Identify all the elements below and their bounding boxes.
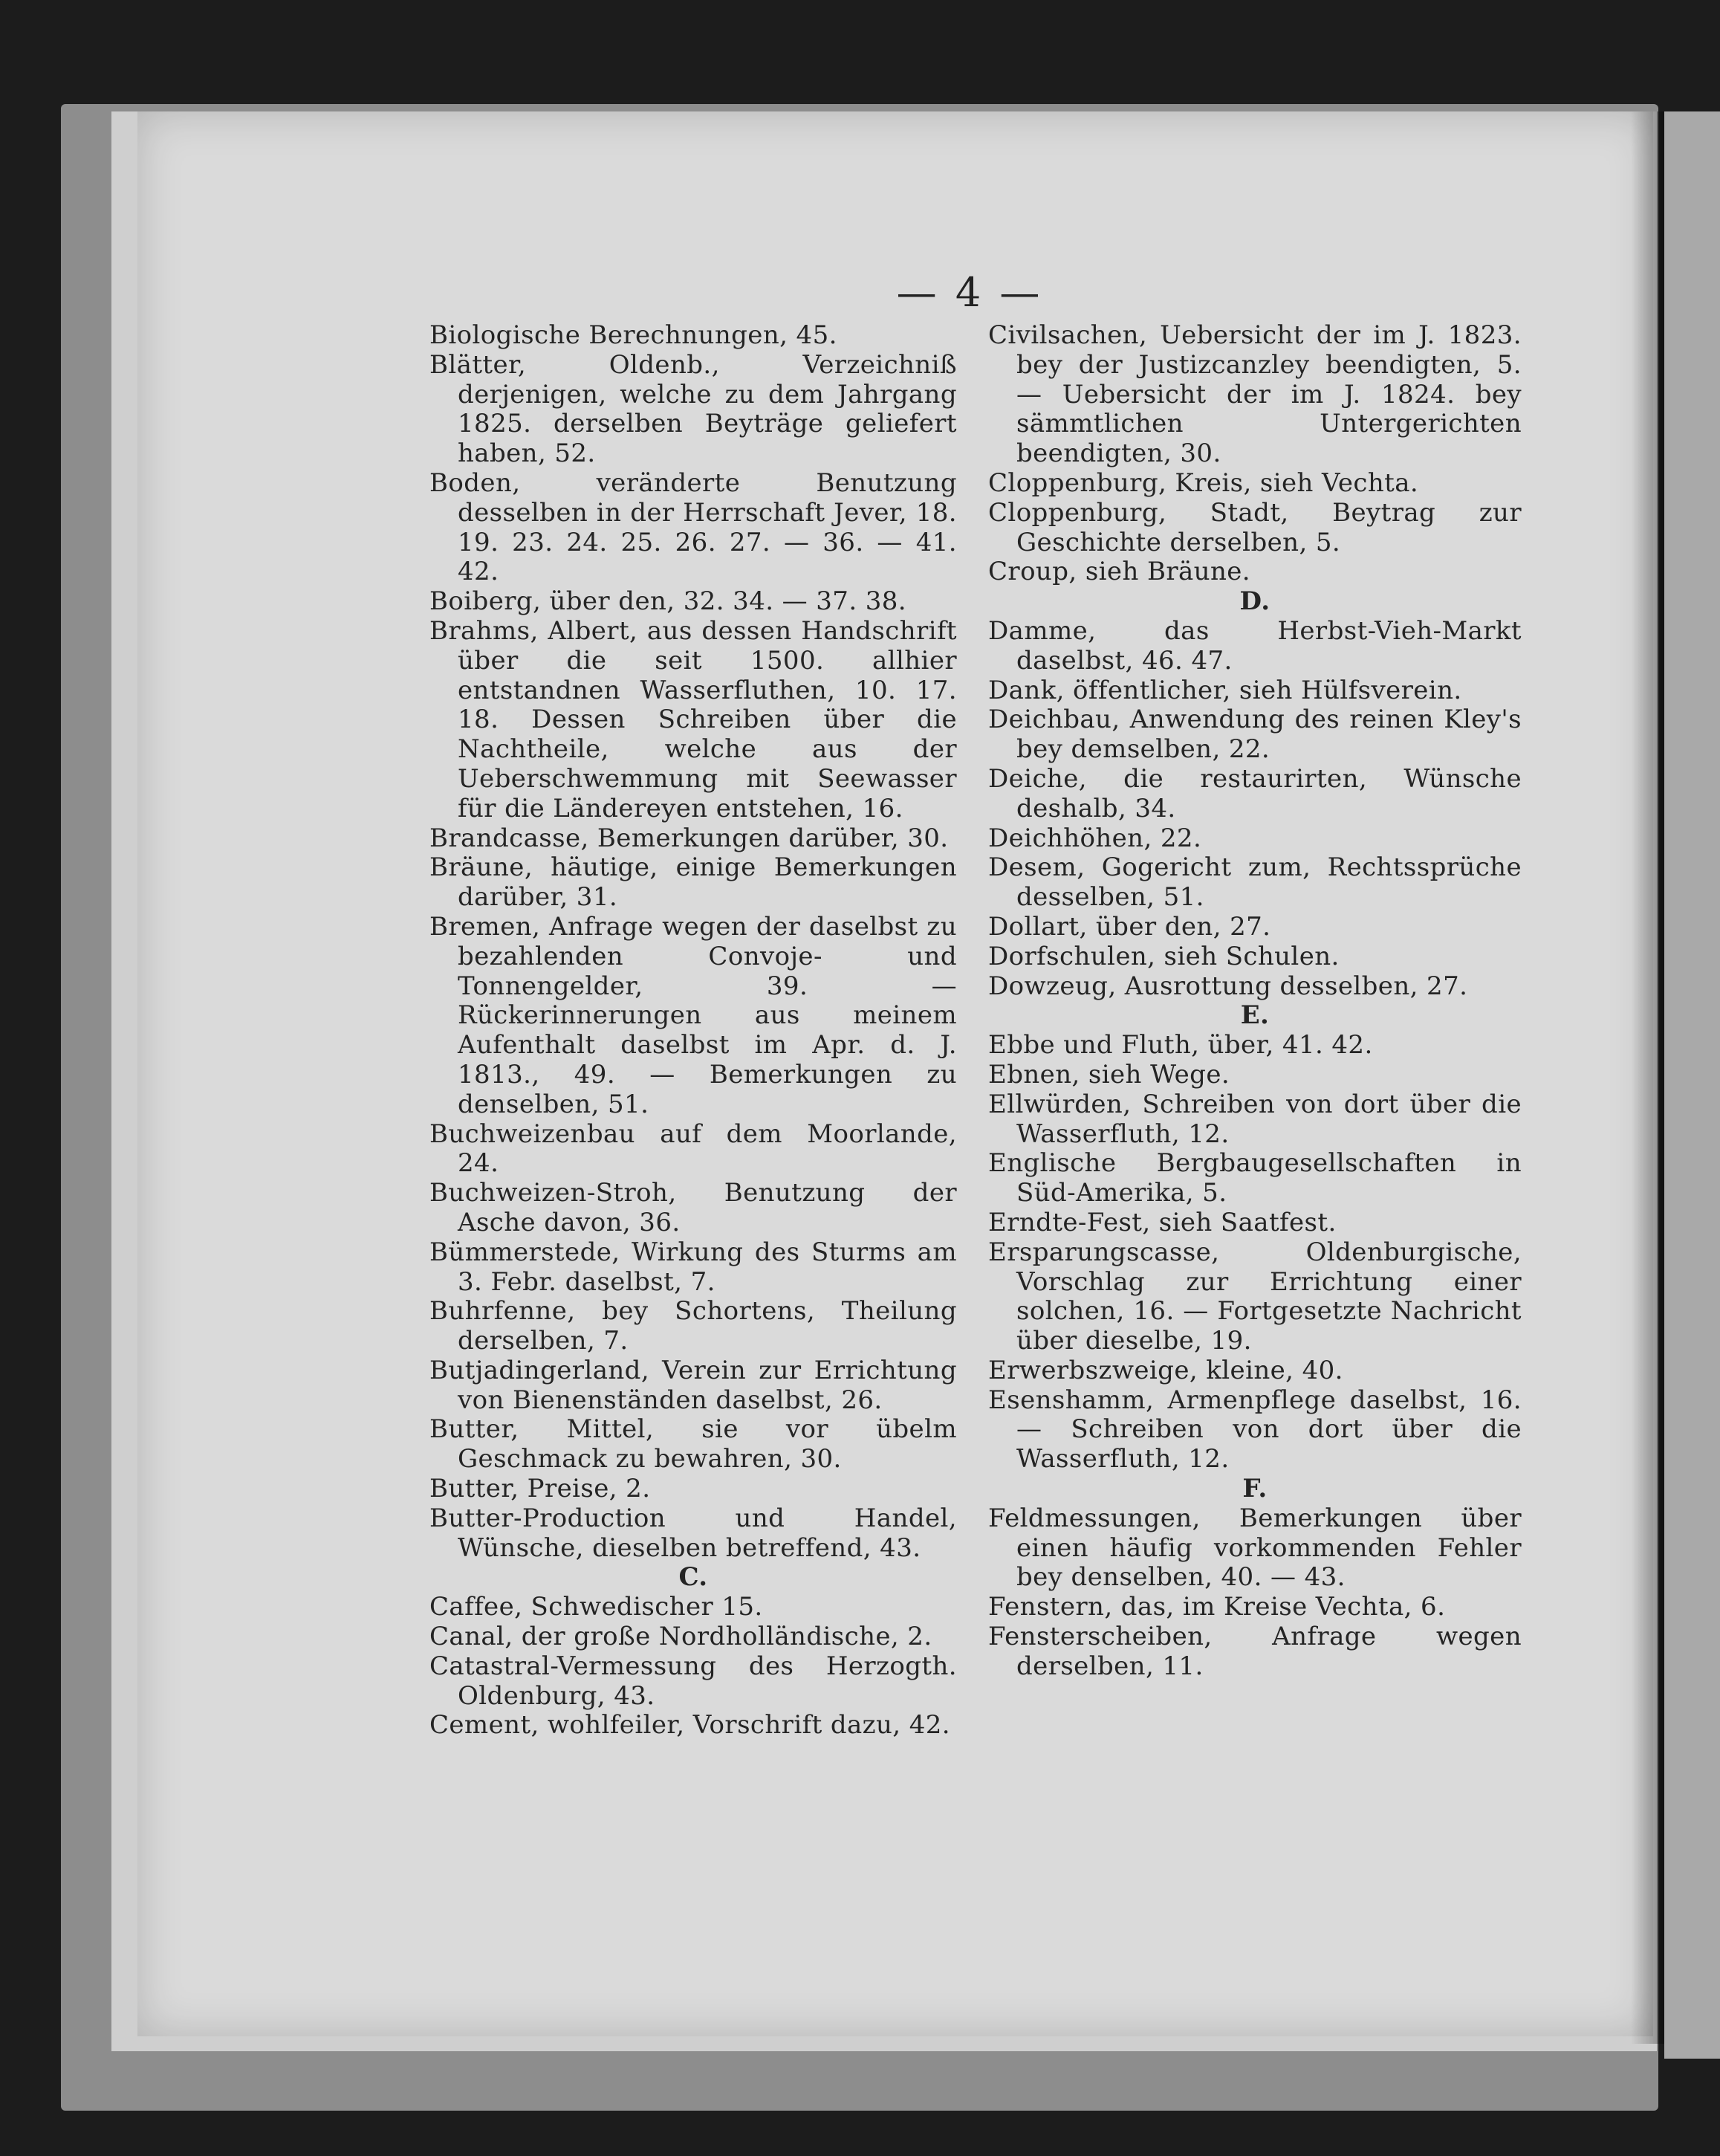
- index-entry: Dank, öffentlicher, sieh Hülfsverein.: [988, 675, 1462, 705]
- index-entry: Erwerbszweige, kleine, 40.: [988, 1355, 1343, 1385]
- index-entry: Cloppenburg, Kreis, sieh Vechta.: [988, 467, 1419, 498]
- spine-shadow: [1631, 111, 1664, 2044]
- index-entry: Catastral-Vermessung des Herzogth. Oldenburg, 43.: [429, 1651, 957, 1711]
- index-entry: Butter-Production und Handel, Wünsche, dieselben betreffend, 43.: [429, 1503, 957, 1563]
- index-entry: Caffee, Schwedischer 15.: [429, 1592, 763, 1622]
- index-entry: Civilsachen, Uebersicht der im J. 1823. bey der Justizcanzley beendigten, 5. — Uebersicht der im J. 1824. bey sämmtlichen Untergerichten beendigten, 30.: [988, 320, 1522, 469]
- section-letter-heading: F.: [1242, 1474, 1268, 1504]
- index-entry: Deichbau, Anwendung des reinen Kley's bey demselben, 22.: [988, 705, 1522, 765]
- index-entry: Bräune, häutige, einige Bemerkungen darüber, 31.: [429, 852, 957, 913]
- index-entry: Butter, Mittel, sie vor übelm Geschmack zu bewahren, 30.: [429, 1414, 957, 1474]
- section-letter-heading: D.: [1239, 586, 1270, 617]
- index-entry: Bümmerstede, Wirkung des Sturms am 3. Febr. daselbst, 7.: [429, 1237, 957, 1297]
- index-entry: Damme, das Herbst-Vieh-Markt daselbst, 46. 47.: [988, 615, 1522, 676]
- index-entry: Erndte-Fest, sieh Saatfest.: [988, 1207, 1337, 1237]
- index-entry: Ersparungscasse, Oldenburgische, Vorschlag zur Errichtung einer solchen, 16. — Fortgesetzte Nachricht über dieselbe, 19.: [988, 1237, 1522, 1356]
- index-entry: Dollart, über den, 27.: [988, 911, 1271, 942]
- index-entry: Buchweizenbau auf dem Moorlande, 24.: [429, 1119, 957, 1179]
- index-entry: Buhrfenne, bey Schortens, Theilung derselben, 7.: [429, 1296, 957, 1356]
- index-entry: Ebbe und Fluth, über, 41. 42.: [988, 1030, 1373, 1061]
- index-entry: Blätter, Oldenb., Verzeichniß derjenigen, welche zu dem Jahrgang 1825. derselben Beyträge geliefert haben, 52.: [429, 349, 957, 469]
- index-entry: Boden, veränderte Benutzung desselben in der Herrschaft Jever, 18. 19. 23. 24. 25. 26. 27. — 36. — 41. 42.: [429, 467, 957, 587]
- index-entry: Cloppenburg, Stadt, Beytrag zur Geschichte derselben, 5.: [988, 497, 1522, 557]
- index-entry: Boiberg, über den, 32. 34. — 37. 38.: [429, 586, 907, 617]
- index-entry: Esenshamm, Armenpflege daselbst, 16. — Schreiben von dort über die Wasserfluth, 12.: [988, 1385, 1522, 1474]
- index-entry: Deiche, die restaurirten, Wünsche deshalb, 34.: [988, 763, 1522, 823]
- page-number: — 4 —: [896, 269, 1043, 316]
- index-entry: Dorfschulen, sieh Schulen.: [988, 941, 1340, 971]
- index-column-left: [429, 321, 957, 1741]
- index-entry: Fenstern, das, im Kreise Vechta, 6.: [988, 1592, 1446, 1622]
- index-entry: Ebnen, sieh Wege.: [988, 1059, 1230, 1090]
- index-entry: Deichhöhen, 22.: [988, 823, 1202, 853]
- index-entry: Feldmessungen, Bemerkungen über einen häufig vorkommenden Fehler bey denselben, 40. — 43.: [988, 1503, 1522, 1593]
- index-entry: Brandcasse, Bemerkungen darüber, 30.: [429, 823, 949, 853]
- section-letter-heading: E.: [1240, 1000, 1270, 1031]
- index-entry: Cement, wohlfeiler, Vorschrift dazu, 42.: [429, 1710, 950, 1741]
- index-column-right: [988, 321, 1522, 1682]
- index-entry: Englische Bergbaugesellschaften in Süd-Amerika, 5.: [988, 1148, 1522, 1208]
- index-entry: Biologische Berechnungen, 45.: [429, 320, 837, 350]
- section-letter-heading: C.: [678, 1562, 708, 1593]
- facing-page-edge: [1664, 111, 1720, 2059]
- index-entry: Desem, Gogericht zum, Rechtssprüche desselben, 51.: [988, 852, 1522, 913]
- index-entry: Butjadingerland, Verein zur Errichtung von Bienenständen daselbst, 26.: [429, 1355, 957, 1415]
- index-entry: Bremen, Anfrage wegen der daselbst zu bezahlenden Convoje- und Tonnengelder, 39. — Rückerinnerungen aus meinem Aufenthalt daselbst im Apr. d. J. 1813., 49. — Bemerkungen zu denselben, 51.: [429, 911, 957, 1119]
- index-entry: Ellwürden, Schreiben von dort über die Wasserfluth, 12.: [988, 1089, 1522, 1149]
- index-entry: Butter, Preise, 2.: [429, 1474, 651, 1504]
- index-entry: Buchweizen-Stroh, Benutzung der Asche davon, 36.: [429, 1178, 957, 1237]
- index-entry: Canal, der große Nordholländische, 2.: [429, 1622, 932, 1652]
- index-entry: Fensterscheiben, Anfrage wegen derselben, 11.: [988, 1622, 1522, 1681]
- index-entry: Croup, sieh Bräune.: [988, 557, 1250, 587]
- index-entry: Dowzeug, Ausrottung desselben, 27.: [988, 971, 1468, 1001]
- index-entry: Brahms, Albert, aus dessen Handschrift über die seit 1500. allhier entstandnen Wasserfluthen, 10. 17. 18. Dessen Schreiben über die Nachtheile, welche aus der Ueberschwemmung mit Seewasser für die Ländereyen entstehen, 16.: [429, 615, 957, 823]
